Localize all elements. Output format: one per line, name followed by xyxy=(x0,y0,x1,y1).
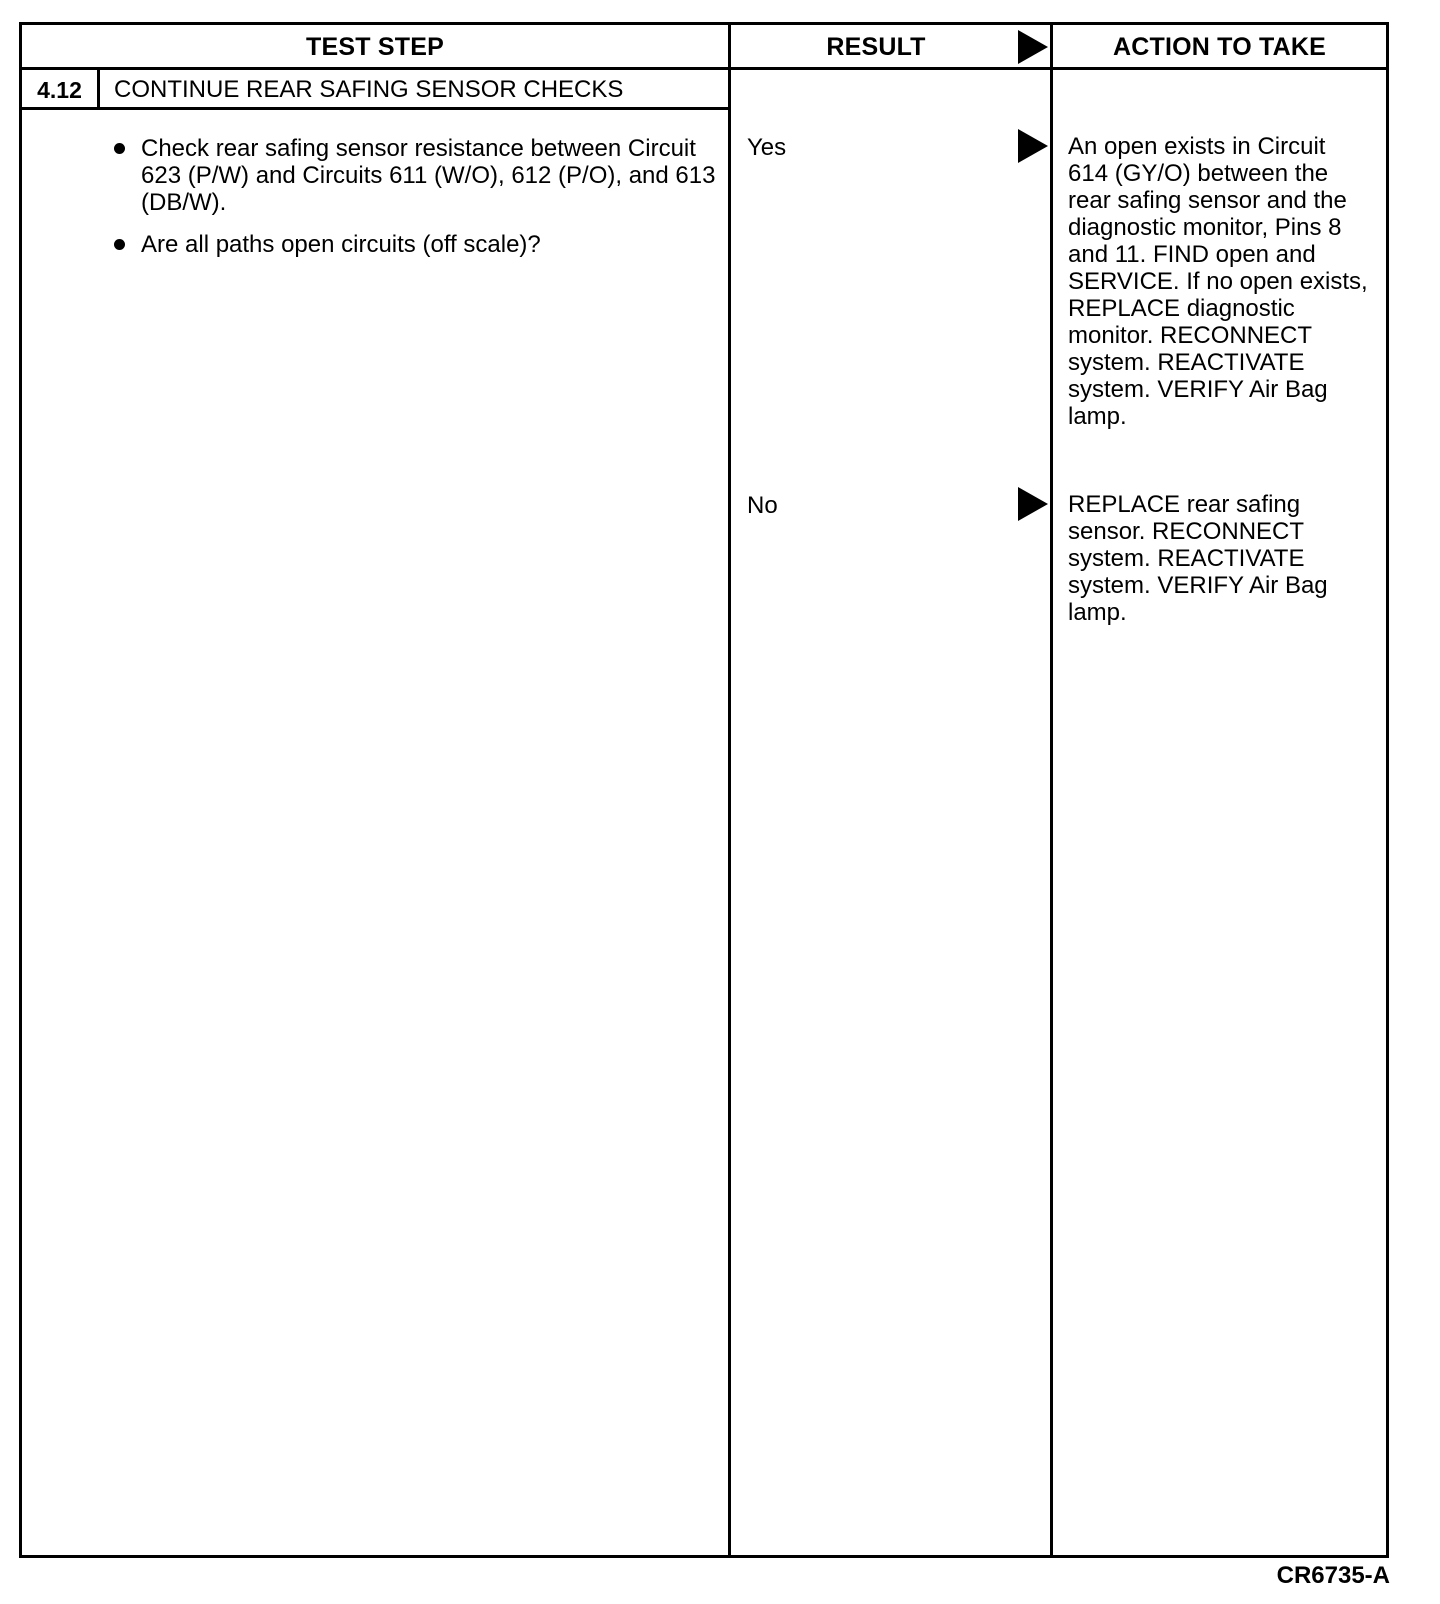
result-yes-arrow-icon xyxy=(1018,129,1048,163)
column-divider-action xyxy=(1050,25,1053,1555)
result-no-arrow-icon xyxy=(1018,487,1048,521)
action-yes-text: An open exists in Circuit 614 (GY/O) between the rear safing sensor and the diagnostic monitor, Pins 8 and 11. FIND open and SERVICE. If no open exists, REPLACE diagnostic monitor. RECONNECT system. REACTIVATE system. VERIFY Air Bag lamp. xyxy=(1068,133,1368,430)
header-result: RESULT xyxy=(826,33,926,61)
step-number: 4.12 xyxy=(37,77,82,103)
list-item xyxy=(114,135,734,216)
header-test-step: TEST STEP xyxy=(306,33,444,61)
instruction-text: Are all paths open circuits (off scale)? xyxy=(141,231,541,258)
step-title: CONTINUE REAR SAFING SENSOR CHECKS xyxy=(114,76,624,103)
step-instructions xyxy=(114,135,734,273)
result-no-label: No xyxy=(747,492,778,519)
header-arrow-icon xyxy=(1018,30,1048,64)
figure-code: CR6735-A xyxy=(1276,1562,1390,1589)
instruction-text: Check rear safing sensor resistance between Circuit 623 (P/W) and Circuits 611 (W/O), 612 (P/O), and 613 (DB/W). xyxy=(141,135,716,216)
result-yes-label: Yes xyxy=(747,134,787,161)
header-action: ACTION TO TAKE xyxy=(1113,33,1326,61)
bullet-icon xyxy=(114,239,125,250)
step-number-divider xyxy=(97,67,100,110)
action-no-text: REPLACE rear safing sensor. RECONNECT system. REACTIVATE system. VERIFY Air Bag lamp. xyxy=(1068,491,1328,626)
list-item xyxy=(114,231,734,258)
bullet-icon xyxy=(114,143,125,154)
diagnostic-table xyxy=(19,22,1389,1558)
